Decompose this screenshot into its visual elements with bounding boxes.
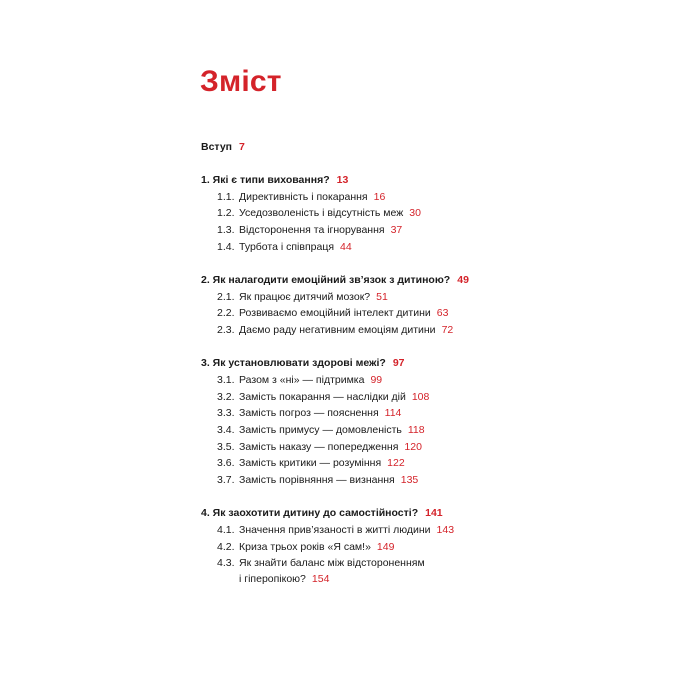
toc-section-3-6 — [217, 456, 405, 470]
toc-chapter-3 — [201, 356, 405, 370]
section-label: Замість погроз — пояснення — [239, 407, 379, 419]
toc-page-number: 120 — [404, 441, 422, 453]
toc-chapter-label: 1. Які є типи виховання? — [201, 174, 330, 186]
toc-page-number: 154 — [311, 573, 330, 585]
toc-section-1-3 — [217, 223, 402, 237]
toc-section-2-3 — [217, 323, 453, 337]
toc-chapter-2 — [201, 273, 469, 287]
toc-page-number: 44 — [340, 241, 352, 253]
toc-section-1-2 — [217, 206, 421, 220]
toc-page-number: 149 — [376, 541, 395, 553]
section-label: Замість критики — розуміння — [239, 457, 382, 469]
section-number: 2.1. — [217, 291, 235, 303]
toc-page-number: 118 — [407, 424, 425, 436]
toc-page-number: 72 — [441, 324, 454, 336]
section-number: 4.3. — [217, 557, 235, 569]
section-label: Даємо раду негативним емоціям дитини — [239, 324, 436, 336]
section-number: 3.2. — [217, 391, 235, 403]
toc-page-number: 13 — [336, 174, 349, 186]
section-label: Відсторонення та ігнорування — [239, 224, 385, 236]
section-number: 3.7. — [217, 474, 235, 486]
section-label: Замість порівняння — визнання — [239, 474, 395, 486]
toc-section-2-1 — [217, 290, 388, 304]
section-label: Замість покарання — наслідки дій — [239, 391, 406, 403]
section-number: 3.1. — [217, 374, 235, 386]
toc-page-number: 143 — [436, 524, 455, 536]
toc-section-3-3 — [217, 406, 401, 420]
toc-page-number: 7 — [239, 141, 245, 153]
toc-chapter-1 — [201, 173, 348, 187]
toc-page-number: 16 — [373, 191, 386, 203]
section-label: Криза трьох років «Я сам!» — [239, 541, 371, 553]
section-label: Директивність і покарання — [239, 191, 368, 203]
toc-section-4-2 — [217, 540, 394, 554]
toc-page-number: 122 — [387, 457, 405, 469]
toc-entry-intro — [201, 140, 245, 154]
toc-page-number: 114 — [384, 407, 402, 419]
section-number: 4.2. — [217, 541, 235, 553]
toc-chapter-label: 2. Як налагодити емоційний зв’язок з дитиною? — [201, 274, 451, 286]
section-label: Замість наказу — попередження — [239, 441, 399, 453]
toc-page-number: 141 — [425, 507, 443, 519]
section-number: 3.6. — [217, 457, 235, 469]
toc-page-number: 99 — [370, 374, 383, 386]
toc-page-number: 49 — [457, 274, 469, 286]
toc-chapter-4 — [201, 506, 443, 520]
section-label: Як працює дитячий мозок? — [239, 291, 371, 303]
toc-chapter-label: 3. Як установлювати здорові межі? — [201, 357, 386, 369]
toc-chapter-label: 4. Як заохотити дитину до самостійності? — [201, 507, 419, 519]
section-number: 3.5. — [217, 441, 235, 453]
toc-section-3-7 — [217, 473, 418, 487]
toc-section-1-4 — [217, 240, 352, 254]
page-title: Зміст — [200, 65, 282, 98]
toc-section-4-1 — [217, 523, 454, 537]
toc-page-number: 63 — [436, 307, 449, 319]
toc-section-4-3-continued — [239, 572, 329, 586]
toc-page-number: 108 — [411, 391, 430, 403]
toc-section-3-2 — [217, 390, 429, 404]
toc-page-number: 135 — [400, 474, 419, 486]
section-number: 1.2. — [217, 207, 235, 219]
section-number: 3.3. — [217, 407, 235, 419]
section-label: Як знайти баланс між відстороненням — [239, 557, 425, 569]
section-label: Замість примусу — домовленість — [239, 424, 402, 436]
section-label: Значення прив’язаності в житті людини — [239, 524, 431, 536]
toc-page-number: 37 — [390, 224, 403, 236]
toc-section-3-4 — [217, 423, 425, 437]
toc-section-3-1 — [217, 373, 382, 387]
section-number: 1.1. — [217, 191, 235, 203]
toc-page-number: 51 — [376, 291, 388, 303]
toc-section-2-2 — [217, 306, 448, 320]
section-number: 2.2. — [217, 307, 235, 319]
toc-section-1-1 — [217, 190, 385, 204]
section-number: 1.4. — [217, 241, 235, 253]
section-number: 3.4. — [217, 424, 235, 436]
section-number: 4.1. — [217, 524, 235, 536]
toc-section-3-5 — [217, 440, 422, 454]
section-label: Разом з «ні» — підтримка — [239, 374, 365, 386]
toc-section-4-3 — [217, 556, 425, 570]
toc-page-number: 30 — [409, 207, 421, 219]
section-number: 2.3. — [217, 324, 235, 336]
section-number: 1.3. — [217, 224, 235, 236]
section-label: Уседозволеність і відсутність меж — [239, 207, 404, 219]
section-label-continued: і гіперопікою? — [239, 573, 306, 585]
section-label: Турбота і співпраця — [239, 241, 335, 253]
toc-entry-label: Вступ — [201, 141, 233, 153]
section-label: Розвиваємо емоційний інтелект дитини — [239, 307, 431, 319]
toc-page-number: 97 — [392, 357, 405, 369]
